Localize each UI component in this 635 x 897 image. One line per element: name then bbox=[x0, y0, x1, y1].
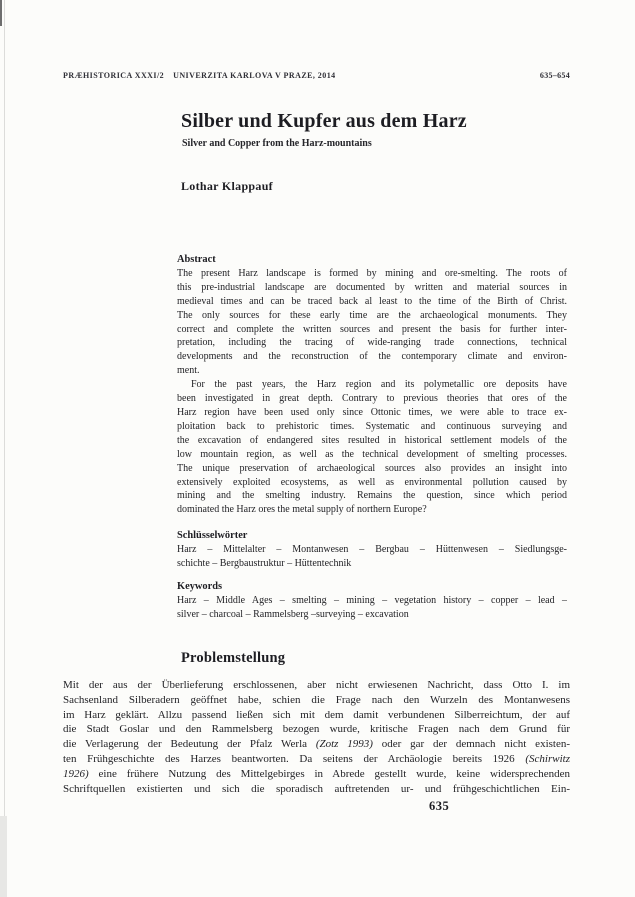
page-number: 635 bbox=[429, 799, 450, 813]
text-line: Sachsenland Silberadern geöffnet habe, schien die Frage nach den Wurzeln des Montanwesens bbox=[63, 693, 570, 706]
text-line: the excavation of endangered sites resulted in historical settlement models of the bbox=[177, 434, 567, 446]
text-line: low mountain region, as well as the technical development of smelting processes. bbox=[177, 448, 567, 460]
text-line: ment. bbox=[177, 365, 200, 377]
text-line: Harz region have been used only since Ottonic times, we were able to trace ex- bbox=[177, 406, 567, 418]
text-line: correct and complete the written sources and present the basis for further inter- bbox=[177, 323, 567, 335]
text-line: pretation, including the tracing of wide-ranging trade connections, technical bbox=[177, 337, 567, 349]
text-line: schichte – Bergbaustruktur – Hüttentechnik bbox=[177, 558, 352, 570]
text-line: im Harz geklärt. Allzu passend ließen sich mit dem damit verbundenen Silberreichtum, der auf bbox=[63, 708, 570, 721]
text-line: Harz – Mittelalter – Montanwesen – Bergbau – Hüttenwesen – Siedlungsge- bbox=[177, 544, 567, 556]
text-line: silver – charcoal – Rammelsberg –surveying – excavation bbox=[177, 608, 409, 620]
text-line: extensively exploited ecosystems, as well as environmental pollution caused by bbox=[177, 476, 567, 488]
text-line: For the past years, the Harz region and its polymetallic ore deposits have bbox=[191, 379, 567, 391]
running-head bbox=[63, 71, 570, 80]
text-line: ten Frühgeschichte des Harzes beantworten. Da seitens der Archäologie bereits 1926 (Schirwitz bbox=[63, 752, 570, 765]
keywords-en-text bbox=[177, 594, 567, 622]
text-line: die Verlagerung der Bedeutung der Pfalz Werla (Zotz 1993) oder gar der demnach nicht existen- bbox=[63, 738, 570, 751]
scan-edge-bottom-band bbox=[0, 816, 7, 897]
publisher-line: UNIVERZITA KARLOVA V PRAZE, 2014 bbox=[173, 71, 336, 80]
text-line: developments and the reconstruction of the contemporary climate and environ- bbox=[177, 351, 567, 363]
scan-edge-dark-mark bbox=[0, 0, 2, 26]
journal-title: PRÆHISTORICA XXXI/2 bbox=[63, 71, 165, 80]
article-title: Silber und Kupfer aus dem Harz bbox=[181, 110, 467, 132]
abstract-paragraph-2 bbox=[177, 378, 567, 517]
text-line: Schriftquellen existierten und sich die sporadisch auftretenden ur- und frühgeschichtlichen Ein- bbox=[63, 782, 570, 795]
abstract-paragraph-1 bbox=[177, 267, 567, 378]
keywords-en-heading: Keywords bbox=[177, 580, 223, 592]
text-line: The unique preservation of archaeological sources also provides an insight into bbox=[177, 462, 567, 474]
text-line: dominated the Harz ores the metal supply of northern Europe? bbox=[177, 504, 427, 516]
body-text-column bbox=[63, 678, 570, 796]
text-line: Harz – Middle Ages – smelting – mining – vegetation history – copper – lead – bbox=[177, 594, 567, 606]
text-line: 1926) eine frühere Nutzung des Mittelgebirges in Abrede gestellt wurde, keine widersprechenden bbox=[63, 767, 570, 780]
text-line: Mit der aus der Überlieferung erschlossenen, aber nicht erwiesenen Nachricht, dass Otto I. im bbox=[63, 679, 570, 691]
text-line: medieval times and can be traced back al least to the time of the Birth of Christ. bbox=[177, 295, 567, 307]
text-line: mining and the smelting industry. Remains the question, since which period bbox=[177, 490, 567, 502]
text-line: ploitation back to prehistoric times. Systematic and continuous surveying and bbox=[177, 420, 567, 432]
text-line: been investigated in great depth. Contrary to previous theories that ores of the bbox=[177, 393, 567, 405]
text-line: die Stadt Goslar und den Rammelsberg bezogen wurde, kritische Fragen nach dem Grund für bbox=[63, 723, 570, 736]
section-heading-problemstellung: Problemstellung bbox=[181, 650, 286, 666]
text-line: this pre-industrial landscape are documented by written and material sources in bbox=[177, 281, 567, 293]
page-range: 635–654 bbox=[539, 71, 570, 80]
text-line: The only sources for these early time are the archaeological monuments. They bbox=[177, 309, 567, 321]
abstract-heading: Abstract bbox=[177, 254, 216, 265]
scan-edge-line bbox=[4, 0, 5, 897]
text-line: The present Harz landscape is formed by mining and ore-smelting. The roots of bbox=[177, 267, 567, 279]
article-subtitle: Silver and Copper from the Harz-mountains bbox=[182, 138, 372, 149]
author-name: Lothar Klappauf bbox=[181, 179, 273, 193]
keywords-de-heading: Schlüsselwörter bbox=[177, 530, 248, 542]
keywords-de-text bbox=[177, 543, 567, 571]
abstract-column bbox=[177, 253, 567, 622]
